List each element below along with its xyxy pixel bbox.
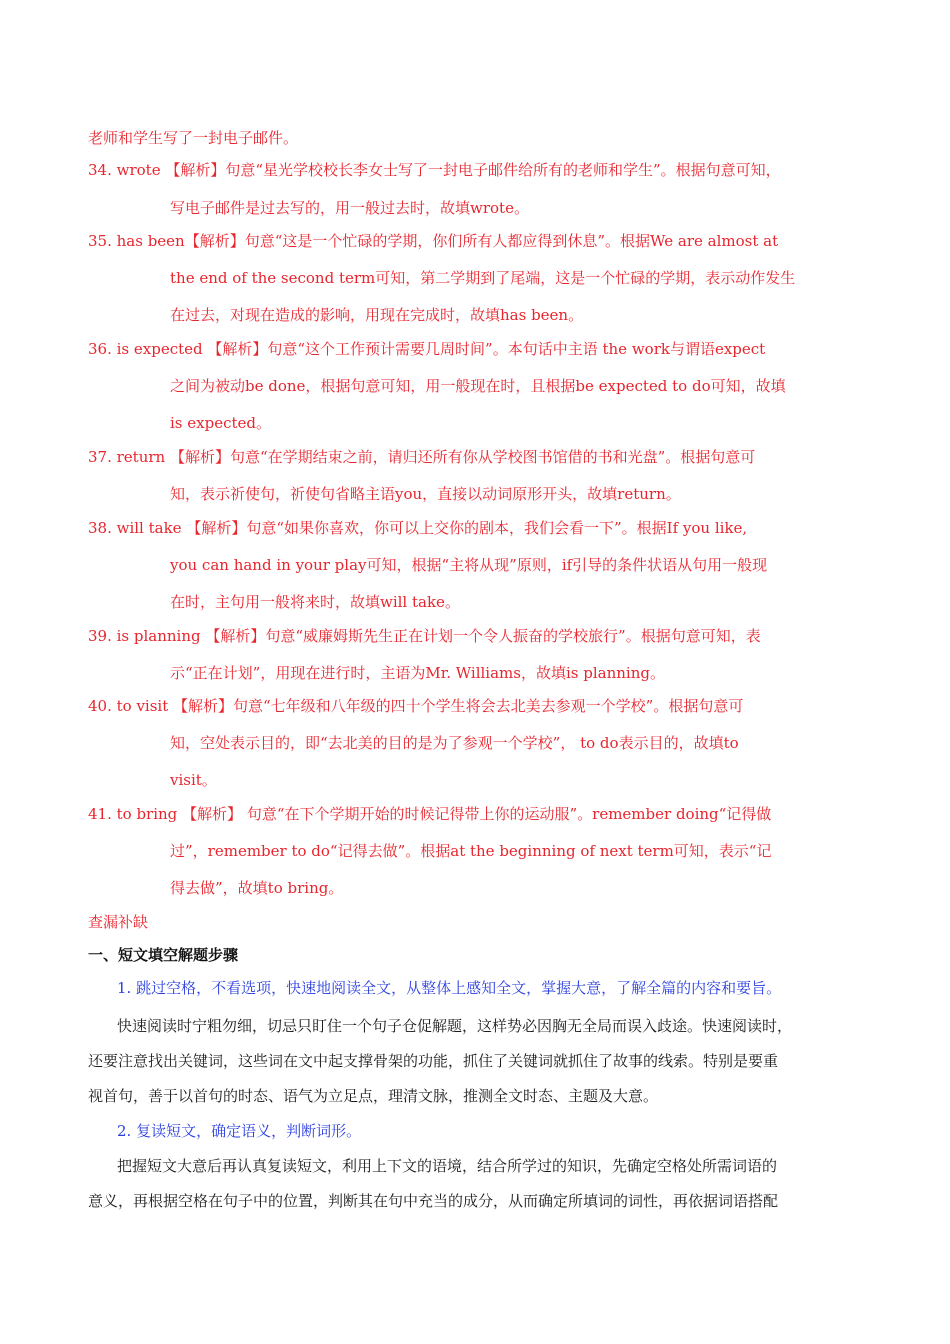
paragraph-line: 视首句，善于以首句的时态、语气为立足点，理清文脉，推测全文时态、主题及大意。: [88, 1087, 659, 1105]
answer-34-continuation: 写电子邮件是过去写的，用一般过去时，故填wrote。: [170, 199, 529, 217]
answer-37-continuation: 知，表示祈使句，祈使句省略主语you，直接以动词原形开头，故填return。: [170, 485, 681, 503]
answer-41-continuation: 得去做”，故填to bring。: [170, 879, 344, 897]
paragraph-line: 把握短文大意后再认真复读短文，利用上下文的语境，结合所学过的知识，先确定空格处所需词语的: [117, 1157, 778, 1175]
answer-35-continuation: the end of the second term可知，第二学期到了尾端，这是一个忙碌的学期，表示动作发生: [170, 269, 796, 287]
answer-text-line: 老师和学生写了一封电子邮件。: [88, 129, 299, 147]
step-2-heading: 2. 复读短文，确定语义，判断词形。: [117, 1122, 362, 1140]
answer-40-continuation: 知，空处表示目的，即“去北美的目的是为了参观一个学校”， to do表示目的，故填to: [170, 734, 739, 752]
answer-36-continuation: 之间为被动be done，根据句意可知，用一般现在时，且根据be expected to do可知，故填: [170, 377, 786, 395]
answer-41-line: 41. to bring 【解析】 句意“在下个学期开始的时候记得带上你的运动服”。remember doing“记得做: [88, 805, 772, 823]
review-heading: 查漏补缺: [88, 913, 149, 931]
answer-38-continuation: you can hand in your play可知，根据“主将从现”原则，if引导的条件状语从句用一般现: [170, 556, 768, 574]
answer-35-line: 35. has been【解析】句意“这是一个忙碌的学期，你们所有人都应得到休息”。根据We are almost at: [88, 232, 779, 250]
answer-39-line: 39. is planning 【解析】句意“威廉姆斯先生正在计划一个令人振奋的学校旅行”。根据句意可知，表: [88, 627, 761, 645]
answer-41-continuation: 过”，remember to do“记得去做”。根据at the beginning of next term可知，表示“记: [170, 842, 772, 860]
answer-37-line: 37. return 【解析】句意“在学期结束之前，请归还所有你从学校图书馆借的书和光盘”。根据句意可: [88, 448, 756, 466]
answer-38-line: 38. will take 【解析】句意“如果你喜欢，你可以上交你的剧本，我们会看一下”。根据If you like,: [88, 519, 748, 537]
answer-38-continuation: 在时，主句用一般将来时，故填will take。: [170, 593, 460, 611]
answer-40-line: 40. to visit 【解析】句意“七年级和八年级的四十个学生将会去北美去参观一个学校”。根据句意可: [88, 697, 744, 715]
paragraph-line: 快速阅读时宁粗勿细，切忌只盯住一个句子仓促解题，这样势必因胸无全局而误入歧途。快速阅读时，: [117, 1017, 793, 1035]
step-1-heading: 1. 跳过空格，不看选项，快速地阅读全文，从整体上感知全文，掌握大意，了解全篇的内容和要旨。: [117, 979, 782, 997]
paragraph-line: 还要注意找出关键词，这些词在文中起支撑骨架的功能，抓住了关键词就抓住了故事的线索。特别是要重: [88, 1052, 779, 1070]
answer-36-line: 36. is expected 【解析】句意“这个工作预计需要几周时间”。本句话中主语 the work与谓语expect: [88, 340, 766, 358]
answer-40-continuation: visit。: [170, 771, 217, 789]
paragraph-line: 意义，再根据空格在句子中的位置，判断其在句中充当的成分，从而确定所填词的词性，再依据词语搭配: [88, 1192, 779, 1210]
answer-39-continuation: 示“正在计划”，用现在进行时，主语为Mr. Williams，故填is planning。: [170, 664, 665, 682]
answer-36-continuation: is expected。: [170, 414, 271, 432]
answer-35-continuation: 在过去，对现在造成的影响，用现在完成时，故填has been。: [170, 306, 584, 324]
answer-34-line: 34. wrote 【解析】句意“星光学校校长李女士写了一封电子邮件给所有的老师和学生”。根据句意可知，: [88, 161, 781, 179]
section-title: 一、短文填空解题步骤: [88, 946, 239, 964]
